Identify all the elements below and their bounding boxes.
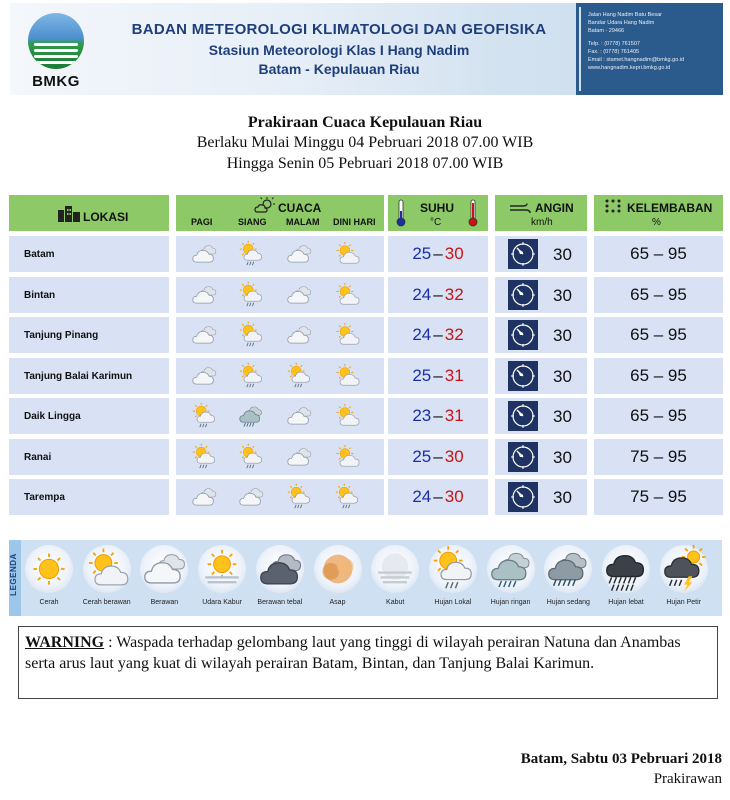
wind-speed: 30 xyxy=(553,488,572,507)
legend-label: Asap xyxy=(329,599,346,606)
hujan-lokal-icon xyxy=(190,443,218,471)
cell-angin xyxy=(495,317,587,353)
legend-label: Hujan ringan xyxy=(490,599,531,606)
table-row xyxy=(0,317,730,353)
header-lokasi-label: LOKASI xyxy=(83,210,129,224)
legend xyxy=(9,540,722,616)
berawan-icon xyxy=(285,321,313,349)
cell-angin xyxy=(495,439,587,475)
header-dini-hari: DINI HARI xyxy=(333,217,376,227)
contact-panel xyxy=(576,3,723,95)
hujan-lokal-icon xyxy=(237,362,265,390)
temp-min: 25 xyxy=(412,365,432,385)
warning-text: : Waspada terhadap gelombang laut yang tinggi di wilayah perairan Natuna dan Anambas serta arus laut yang kuat di wilayah perairan Batam, Bintan, dan Tanjung Balai Karimun. xyxy=(25,634,681,672)
wind-direction-icon xyxy=(508,482,538,512)
temp-max: 31 xyxy=(444,365,464,385)
sun-cloud-icon xyxy=(254,197,276,213)
cell-angin xyxy=(495,479,587,515)
contact-fax: Fax. : (0778) 761405 xyxy=(588,49,640,55)
berawan-icon xyxy=(285,402,313,430)
header-malam: MALAM xyxy=(286,217,320,227)
cell-suhu xyxy=(388,317,488,353)
hujan-ringan-icon xyxy=(487,545,535,593)
temp-separator: – xyxy=(433,446,443,466)
cell-suhu xyxy=(388,358,488,394)
forecast-title xyxy=(0,114,730,174)
temp-max: 32 xyxy=(444,284,464,304)
cell-kelembaban: 65 – 95 xyxy=(594,398,723,434)
cerah-berawan-icon xyxy=(333,321,361,349)
cell-cuaca xyxy=(176,236,384,272)
cell-cuaca xyxy=(176,317,384,353)
hujan-lokal-icon xyxy=(237,281,265,309)
legend-item xyxy=(658,545,710,615)
contact-email: Email : stamet.hangnadim@bmkg.go.id xyxy=(588,57,685,63)
legend-item xyxy=(542,545,594,615)
table-row xyxy=(0,236,730,272)
wind-speed: 30 xyxy=(553,366,572,386)
buildings-icon xyxy=(57,204,81,222)
forecaster-role: Prakirawan xyxy=(653,771,722,787)
thermometer-cold-icon xyxy=(396,199,406,227)
kabut-icon xyxy=(371,545,419,593)
sign-off xyxy=(521,751,722,788)
cell-lokasi: Tarempa xyxy=(9,479,169,515)
cell-kelembaban: 65 – 95 xyxy=(594,277,723,313)
cerah-berawan-icon xyxy=(333,240,361,268)
header-siang: SIANG xyxy=(238,217,267,227)
cell-angin xyxy=(495,236,587,272)
contact-telp: Telp. : (0778) 761507 xyxy=(588,41,640,47)
hujan-lokal-icon xyxy=(237,240,265,268)
cerah-icon xyxy=(25,545,73,593)
warning-title: WARNING xyxy=(25,634,105,651)
org-line-2: Stasiun Meteorologi Klas I Hang Nadim xyxy=(208,42,470,58)
temp-separator: – xyxy=(433,406,443,425)
table-row xyxy=(0,358,730,394)
table-row xyxy=(0,479,730,515)
hujan-lokal-icon xyxy=(333,483,361,511)
berawan-icon xyxy=(237,483,265,511)
cell-suhu xyxy=(388,439,488,475)
temp-separator: – xyxy=(433,487,443,506)
cell-kelembaban: 65 – 95 xyxy=(594,236,723,272)
header-suhu-label: SUHU xyxy=(420,201,455,215)
header-cuaca xyxy=(176,195,384,231)
cerah-berawan-icon xyxy=(83,545,131,593)
temp-min: 23 xyxy=(412,406,432,425)
header-kelembaban xyxy=(594,195,723,231)
cell-lokasi: Daik Lingga xyxy=(9,398,169,434)
bmkg-logo xyxy=(18,9,94,91)
temp-max: 31 xyxy=(444,406,464,425)
header-lokasi xyxy=(9,195,169,231)
berawan-icon xyxy=(140,545,188,593)
cell-suhu xyxy=(388,479,488,515)
header-angin xyxy=(495,195,587,231)
warning-box xyxy=(18,626,718,699)
header-kelembaban-label: KELEMBABAN xyxy=(627,201,713,215)
legend-item xyxy=(600,545,652,615)
wind-speed: 30 xyxy=(553,326,572,345)
legend-item xyxy=(369,545,421,615)
header-banner xyxy=(10,3,723,95)
org-line-3: Batam - Kepulauan Riau xyxy=(258,61,420,77)
header-cuaca-label: CUACA xyxy=(278,201,322,215)
cell-cuaca xyxy=(176,358,384,394)
legend-item xyxy=(312,545,364,615)
cell-suhu xyxy=(388,398,488,434)
cell-kelembaban: 75 – 95 xyxy=(594,479,723,515)
header-angin-label: ANGIN xyxy=(535,201,574,215)
cerah-berawan-icon xyxy=(333,402,361,430)
berawan-icon xyxy=(285,443,313,471)
berawan-icon xyxy=(190,321,218,349)
berawan-icon xyxy=(190,281,218,309)
wind-speed: 30 xyxy=(553,285,572,305)
wind-speed: 30 xyxy=(553,447,572,467)
cell-kelembaban: 65 – 95 xyxy=(594,317,723,353)
wind-direction-icon xyxy=(508,280,538,310)
temp-separator: – xyxy=(433,325,443,344)
berawan-icon xyxy=(285,240,313,268)
cerah-berawan-icon xyxy=(333,443,361,471)
berawan-icon xyxy=(190,483,218,511)
wind-direction-icon xyxy=(508,442,538,472)
temp-separator: – xyxy=(433,244,443,263)
legend-item xyxy=(196,545,248,615)
asap-icon xyxy=(314,545,362,593)
hujan-lokal-icon xyxy=(429,545,477,593)
table-row xyxy=(0,439,730,475)
hujan-lokal-icon xyxy=(285,483,313,511)
legend-item xyxy=(485,545,537,615)
temp-min: 25 xyxy=(412,244,432,263)
wind-icon xyxy=(509,202,531,214)
berawan-tebal-icon xyxy=(256,545,304,593)
logo-emblem xyxy=(28,13,84,69)
cell-cuaca xyxy=(176,439,384,475)
berawan-icon xyxy=(285,281,313,309)
wind-speed: 30 xyxy=(553,245,572,264)
legend-item xyxy=(427,545,479,615)
legend-item xyxy=(81,545,133,615)
hujan-lokal-icon xyxy=(237,321,265,349)
cell-kelembaban: 65 – 95 xyxy=(594,358,723,394)
cell-suhu xyxy=(388,277,488,313)
issue-date: Batam, Sabtu 03 Pebruari 2018 xyxy=(520,751,722,767)
title-main: Prakiraan Cuaca Kepulauan Riau xyxy=(247,114,483,131)
contact-address-1: Jalan Hang Nadim Batu Besar xyxy=(588,12,662,18)
temp-max: 32 xyxy=(444,325,464,344)
cerah-berawan-icon xyxy=(333,281,361,309)
legend-label: Cerah berawan xyxy=(82,599,131,606)
temp-min: 25 xyxy=(412,446,432,466)
cerah-berawan-icon xyxy=(333,362,361,390)
cell-lokasi: Tanjung Pinang xyxy=(9,317,169,353)
cell-angin xyxy=(495,358,587,394)
legend-label: Hujan Petir xyxy=(666,599,701,606)
legend-label: Kabut xyxy=(386,599,405,606)
contact-web: www.hangnadim.kepri.bmkg.go.id xyxy=(588,65,671,71)
hujan-lokal-icon xyxy=(190,402,218,430)
thermometer-hot-icon xyxy=(468,199,478,227)
berawan-icon xyxy=(190,362,218,390)
temp-max: 30 xyxy=(444,487,464,506)
cell-lokasi: Ranai xyxy=(9,439,169,475)
cell-cuaca xyxy=(176,479,384,515)
legend-item xyxy=(23,545,75,615)
cell-lokasi: Bintan xyxy=(9,277,169,313)
header-pagi: PAGI xyxy=(191,217,213,227)
cell-cuaca xyxy=(176,277,384,313)
temp-separator: – xyxy=(433,365,443,385)
header-suhu xyxy=(388,195,488,231)
hujan-lokal-icon xyxy=(285,362,313,390)
legend-label: Hujan lebat xyxy=(608,599,644,606)
cell-suhu xyxy=(388,236,488,272)
table-row xyxy=(0,398,730,434)
wind-direction-icon xyxy=(508,239,538,269)
legend-label: Berawan tebal xyxy=(257,599,303,606)
cell-angin xyxy=(495,277,587,313)
contact-address-3: Batam - 29466 xyxy=(588,28,625,34)
header-suhu-unit: °C xyxy=(430,217,442,228)
legend-title: LEGENDA xyxy=(8,553,18,596)
table-row xyxy=(0,277,730,313)
hujan-petir-icon xyxy=(660,545,708,593)
temp-min: 24 xyxy=(412,284,432,304)
wind-direction-icon xyxy=(508,401,538,431)
organization-name xyxy=(124,21,554,77)
temp-min: 24 xyxy=(412,325,432,344)
udara-kabur-icon xyxy=(198,545,246,593)
temp-max: 30 xyxy=(444,244,464,263)
legend-label: Berawan xyxy=(150,599,179,606)
hujan-lokal-icon xyxy=(237,443,265,471)
legend-item xyxy=(254,545,306,615)
berawan-icon xyxy=(190,240,218,268)
wind-direction-icon xyxy=(508,361,538,391)
temp-min: 24 xyxy=(412,487,432,506)
header-kelembaban-unit: % xyxy=(652,217,661,228)
wind-direction-icon xyxy=(508,320,538,350)
legend-label: Cerah xyxy=(39,599,59,606)
cell-lokasi: Batam xyxy=(9,236,169,272)
cell-cuaca xyxy=(176,398,384,434)
legend-item xyxy=(138,545,190,615)
hujan-lebat-icon xyxy=(602,545,650,593)
cell-lokasi: Tanjung Balai Karimun xyxy=(9,358,169,394)
wind-speed: 30 xyxy=(553,407,572,426)
header-angin-unit: km/h xyxy=(531,217,553,228)
hujan-sedang-icon xyxy=(544,545,592,593)
hujan-ringan-icon xyxy=(237,402,265,430)
org-line-1: BADAN METEOROLOGI KLIMATOLOGI DAN GEOFISIKA xyxy=(131,21,547,38)
cell-kelembaban: 75 – 95 xyxy=(594,439,723,475)
legend-label: Hujan Lokal xyxy=(434,599,472,606)
logo-text: BMKG xyxy=(32,73,80,90)
cell-angin xyxy=(495,398,587,434)
temp-max: 30 xyxy=(444,446,464,466)
title-valid-until: Hingga Senin 05 Pebruari 2018 07.00 WIB xyxy=(226,155,504,172)
legend-label: Udara Kabur xyxy=(202,599,242,606)
contact-address-2: Bandar Udara Hang Nadim xyxy=(588,20,655,26)
humidity-dots-icon xyxy=(604,199,622,213)
temp-separator: – xyxy=(433,284,443,304)
title-valid-from: Berlaku Mulai Minggu 04 Pebruari 2018 07.00 WIB xyxy=(196,134,534,151)
legend-label: Hujan sedang xyxy=(546,599,590,606)
